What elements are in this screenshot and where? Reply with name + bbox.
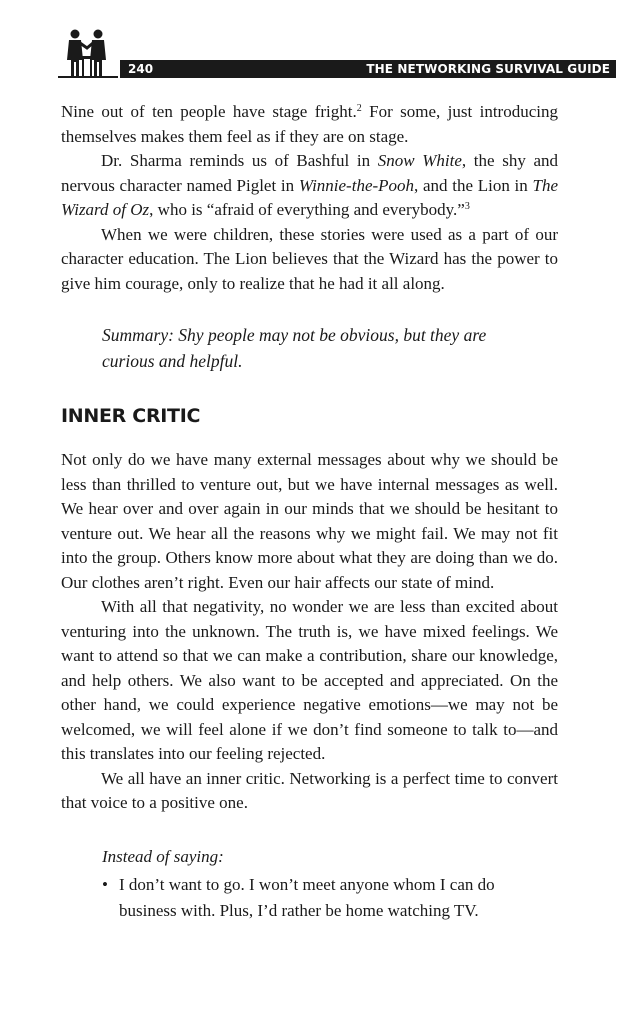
handshake-people-icon xyxy=(58,26,118,78)
instead-label: Instead of saying: xyxy=(102,847,224,866)
running-title: THE NETWORKING SURVIVAL GUIDE xyxy=(366,62,610,76)
summary-callout: Summary: Shy people may not be obvious, but they are curious and helpful. xyxy=(102,325,487,371)
page-header xyxy=(58,26,610,78)
paragraph: We all have an inner critic. Networking is a perfect time to convert that voice to a positive one. xyxy=(61,768,558,812)
paragraph: With all that negativity, no wonder we are less than excited about venturing into the unknown. The truth is, we have mixed feelings. We want to attend so that we can make a contribution, share our knowledge, and help others. We also want to be accepted and appreciated. On the other hand, we could experience negative emotions—we may not be welcomed, we will feel alone if we don’t find someone to talk to—and this translates into our feeling rejected. xyxy=(61,597,558,763)
footnote-ref: 2 xyxy=(356,103,362,114)
section-heading: INNER CRITIC xyxy=(61,405,201,427)
page-number: 240 xyxy=(128,62,154,76)
list-item xyxy=(102,872,522,924)
header-bar xyxy=(120,60,616,78)
paragraph: When we were children, these stories were used as a part of our character education. The Lion believes that the Wizard has the power to give him courage, only to realize that he had it all along. xyxy=(61,224,558,293)
bullet-marker: • xyxy=(102,875,108,894)
paragraph: Dr. Sharma reminds us of Bashful in Snow White, the shy and nervous character named Piglet in Winnie-the-Pooh, and the Lion in The Wizard of Oz, who is “afraid of everything and everybody.”$^3$ xyxy=(61,151,559,219)
footnote-ref: 3 xyxy=(464,201,470,212)
intro-text xyxy=(61,100,558,296)
section-text xyxy=(61,448,558,816)
list-item-text: I don’t want to go. I won’t meet anyone whom I can do business with. Plus, I’d rather be home watching TV. xyxy=(119,875,495,920)
paragraph: Nine out of ten people have stage fright.$^2$ For some, just introducing themselves makes them feel as if they are on stage. xyxy=(61,102,558,146)
paragraph: Not only do we have many external messages about why we should be less than thrilled to venture out, but we have internal messages as well. We hear over and over again in our minds that we should be hesitant to venture out. We hear all the reasons why we might fail. We may not fit into the group. Others know more about what they are doing than we do. Our clothes aren’t right. Even our hair affects our state of mind. xyxy=(61,450,558,592)
